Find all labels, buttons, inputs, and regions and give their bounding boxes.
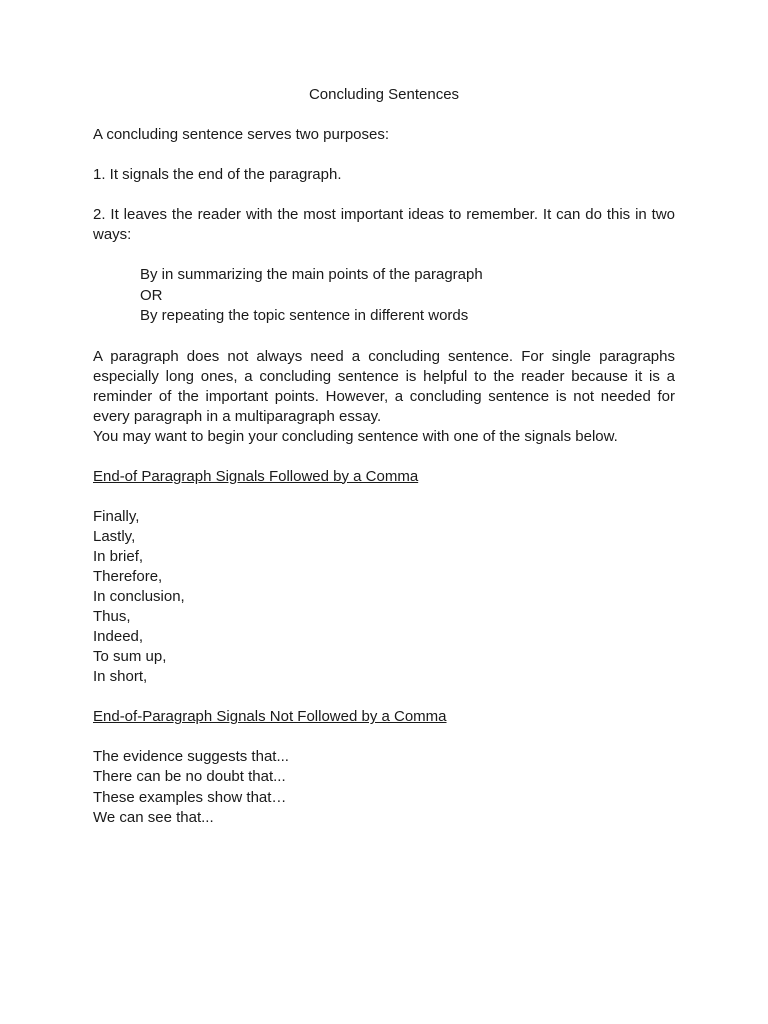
list-item: Finally, (93, 507, 140, 525)
purpose-2: 2. It leaves the reader with the most important ideas to remember. It can do this in two ways: (93, 206, 675, 243)
document-page (93, 85, 675, 848)
list-item: Lastly, (93, 527, 136, 545)
way-or: OR (140, 286, 163, 304)
document-title: Concluding Sentences (308, 86, 460, 103)
ways-block (140, 265, 675, 327)
body-followup: You may want to begin your concluding sentence with one of the signals below. (93, 427, 618, 445)
body-paragraph: A paragraph does not always need a concluding sentence. For single paragraphs especially long ones, a concluding sentence is helpful to the reader because it is a reminder of the important points. However, a concluding sentence is not needed for every paragraph in a multiparagraph essay. (93, 347, 675, 425)
signal-list-comma (93, 507, 675, 688)
way-summarize: By in summarizing the main points of the paragraph (140, 266, 483, 283)
list-item: Thus, (93, 607, 131, 625)
list-item: Therefore, (93, 567, 163, 585)
intro-paragraph: A concluding sentence serves two purposes: (93, 126, 390, 143)
way-repeat: By repeating the topic sentence in different words (140, 307, 469, 324)
list-item: To sum up, (93, 648, 167, 666)
signal-list-no-comma (93, 747, 675, 827)
purpose-1: 1. It signals the end of the paragraph. (93, 166, 342, 183)
list-item: In brief, (93, 547, 144, 565)
list-item: In conclusion, (93, 587, 185, 605)
list-item: There can be no doubt that... (93, 768, 286, 786)
list-item: In short, (93, 668, 148, 686)
list-item: Indeed, (93, 628, 144, 646)
list-item: We can see that... (93, 808, 214, 826)
section-heading-no-comma: End-of-Paragraph Signals Not Followed by a Comma (93, 708, 447, 726)
list-item: These examples show that… (93, 788, 287, 806)
section-heading-comma: End-of Paragraph Signals Followed by a Comma (93, 467, 419, 485)
list-item: The evidence suggests that... (93, 748, 289, 766)
